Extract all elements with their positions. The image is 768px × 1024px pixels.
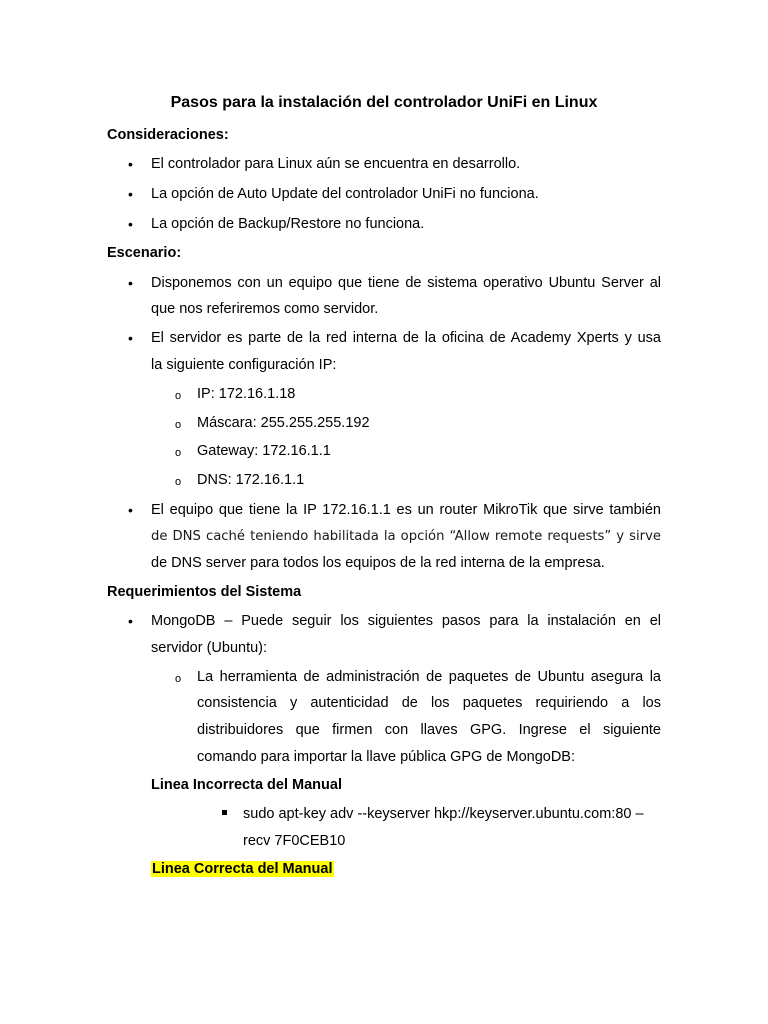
highlighted-text: Linea Correcta del Manual bbox=[152, 861, 333, 877]
bullet-icon: • bbox=[128, 275, 133, 291]
bullet-icon: • bbox=[128, 330, 133, 346]
bullet-icon: • bbox=[128, 216, 133, 232]
sub-list-item-line: La herramienta de administración de paquetes de Ubuntu asegura la bbox=[197, 669, 661, 685]
list-item-line: El servidor es parte de la red interna de la oficina de Academy Xperts y usa bbox=[151, 330, 661, 346]
sub-list-item-line: comando para importar la llave pública GPG de MongoDB: bbox=[197, 749, 575, 765]
correct-line-label bbox=[151, 859, 334, 879]
section-heading-escenario: Escenario: bbox=[107, 245, 182, 261]
sub-list-item: IP: 172.16.1.18 bbox=[197, 386, 296, 402]
circle-bullet-icon: o bbox=[175, 673, 182, 685]
sub-list-item: Máscara: 255.255.255.192 bbox=[197, 415, 370, 431]
circle-bullet-icon: o bbox=[175, 447, 182, 459]
command-line: sudo apt-key adv --keyserver hkp://keyserver.ubuntu.com:80 – bbox=[243, 806, 644, 822]
list-item-line: la siguiente configuración IP: bbox=[151, 357, 337, 373]
list-item-line: Disponemos con un equipo que tiene de sistema operativo Ubuntu Server al bbox=[151, 275, 661, 291]
circle-bullet-icon: o bbox=[175, 390, 182, 402]
sub-list-item: Gateway: 172.16.1.1 bbox=[197, 443, 331, 459]
sub-list-item-line: consistencia y autenticidad de los paquetes requiriendo a los bbox=[197, 695, 661, 711]
list-item-line: servidor (Ubuntu): bbox=[151, 640, 268, 656]
list-item: El controlador para Linux aún se encuentra en desarrollo. bbox=[151, 156, 521, 172]
sub-list-item-line: distribuidores que firmen con llaves GPG. Ingrese el siguiente bbox=[197, 722, 661, 738]
list-item-line: de DNS server para todos los equipos de la red interna de la empresa. bbox=[151, 555, 605, 571]
sub-list-item: DNS: 172.16.1.1 bbox=[197, 472, 305, 488]
list-item-line: MongoDB – Puede seguir los siguientes pasos para la instalación en el bbox=[151, 613, 661, 629]
list-item: La opción de Auto Update del controlador UniFi no funciona. bbox=[151, 186, 539, 202]
list-item-line: que nos referiremos como servidor. bbox=[151, 301, 379, 317]
list-item-line: de DNS caché teniendo habilitada la opción “Allow remote requests” y sirve bbox=[151, 529, 661, 544]
square-bullet-icon bbox=[222, 810, 227, 815]
bullet-icon: • bbox=[128, 502, 133, 518]
section-heading-consideraciones: Consideraciones: bbox=[107, 127, 229, 143]
bullet-icon: • bbox=[128, 613, 133, 629]
section-heading-requerimientos: Requerimientos del Sistema bbox=[107, 584, 302, 600]
circle-bullet-icon: o bbox=[175, 476, 182, 488]
document-title: Pasos para la instalación del controlador UniFi en Linux bbox=[170, 94, 598, 111]
bullet-icon: • bbox=[128, 186, 133, 202]
circle-bullet-icon: o bbox=[175, 419, 182, 431]
bullet-icon: • bbox=[128, 156, 133, 172]
incorrect-line-label: Linea Incorrecta del Manual bbox=[151, 777, 342, 793]
list-item: La opción de Backup/Restore no funciona. bbox=[151, 216, 425, 232]
command-line: recv 7F0CEB10 bbox=[243, 833, 346, 849]
list-item-line: El equipo que tiene la IP 172.16.1.1 es un router MikroTik que sirve también bbox=[151, 502, 661, 518]
